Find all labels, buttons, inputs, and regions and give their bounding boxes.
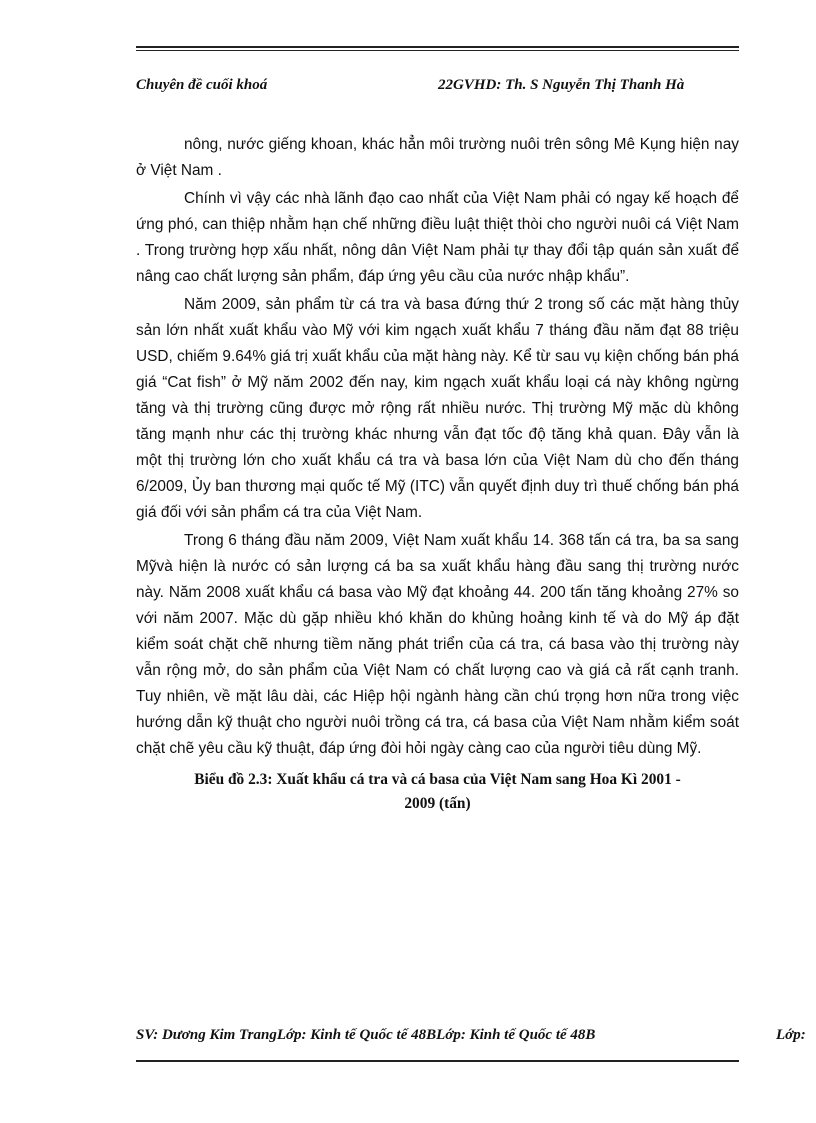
paragraph-leaders-plan: Chính vì vậy các nhà lãnh đạo cao nhất của Việt Nam phải có ngay kế hoạch để ứng phó, can thiệp nhằm hạn chế những điều luật thiệt thòi cho người nuôi cá Việt Nam . Trong trường hợp xấu nhất, nông dân Việt Nam phải tự thay đổi tập quán sản xuất để nâng cao chất lượng sản phẩm, đáp ứng yêu cầu của nước nhập khẩu”. (136, 190, 739, 285)
document-body (136, 132, 739, 816)
footer-student-info: SV: Dương Kim TrangLớp: Kinh tế Quốc tế 48BLớp: Kinh tế Quốc tế 48B (136, 1027, 596, 1043)
paragraph-2009-exports: Năm 2009, sản phẩm từ cá tra và basa đứng thứ 2 trong số các mặt hàng thủy sản lớn nhất xuất khẩu vào Mỹ với kim ngạch xuất khẩu 7 tháng đầu năm đạt 88 triệu USD, chiếm 9.64% giá trị xuất khẩu của mặt hàng này. Kể từ sau vụ kiện chống bán phá giá “Cat fish” ở Mỹ năm 2002 đến nay, kim ngạch xuất khẩu loại cá này không ngừng tăng và thị trường cũng được mở rộng rất nhiều nước. Thị trường Mỹ mặc dù không tăng mạnh như các thị trường khác nhưng vẫn đạt tốc độ tăng khả quan. Đây vẫn là một thị trường lớn cho xuất khẩu cá tra và basa lớn của Việt Nam dù cho đến tháng 6/2009, Ủy ban thương mại quốc tế Mỹ (ITC) vẫn quyết định duy trì thuế chống bán phá giá đối với sản phẩm cá tra của Việt Nam. (136, 296, 739, 521)
header-rule-top (136, 46, 739, 48)
paragraph-first-half-2009: Trong 6 tháng đầu năm 2009, Việt Nam xuất khẩu 14. 368 tấn cá tra, ba sa sang Mỹvà hiện là nước có sản lượng cá ba sa xuất khẩu hàng đầu sang thị trường nước này. Năm 2008 xuất khẩu cá basa vào Mỹ đạt khoảng 44. 200 tấn tăng khoảng 27% so với năm 2007. Mặc dù gặp nhiều khó khăn do khủng hoảng kinh tế và do Mỹ áp đặt kiểm soát chặt chẽ nhưng tiềm năng phát triển của cá tra, cá basa vào thị trường này vẫn rộng mở, do sản phẩm của Việt Nam có chất lượng cao và giá cả rất cạnh tranh. Tuy nhiên, về mặt lâu dài, các Hiệp hội ngành hàng cần chú trọng hơn nữa trong việc hướng dẫn kỹ thuật cho người nuôi trồng cá tra, cá basa của Việt Nam nhằm kiểm soát chặt chẽ yêu cầu kỹ thuật, đáp ứng đòi hỏi ngày càng cao của người tiêu dùng Mỹ. (136, 532, 739, 757)
figure-caption-line-2: 2009 (tấn) (404, 795, 471, 812)
paragraph-continuation: nông, nước giếng khoan, khác hẳn môi trường nuôi trên sông Mê Kụng hiện nay ở Việt Nam . (136, 136, 739, 179)
footer-rule (136, 1060, 739, 1062)
footer-class-label: Lớp: (776, 1027, 806, 1043)
figure-caption (136, 768, 739, 816)
header-rule-bottom (136, 50, 739, 51)
header-course-title: Chuyên đề cuối khoá (136, 77, 268, 93)
header-instructor: 22GVHD: Th. S Nguyễn Thị Thanh Hà (438, 77, 685, 93)
figure-caption-line-1: Biểu đồ 2.3: Xuất khẩu cá tra và cá basa của Việt Nam sang Hoa Kì 2001 - (194, 771, 681, 788)
